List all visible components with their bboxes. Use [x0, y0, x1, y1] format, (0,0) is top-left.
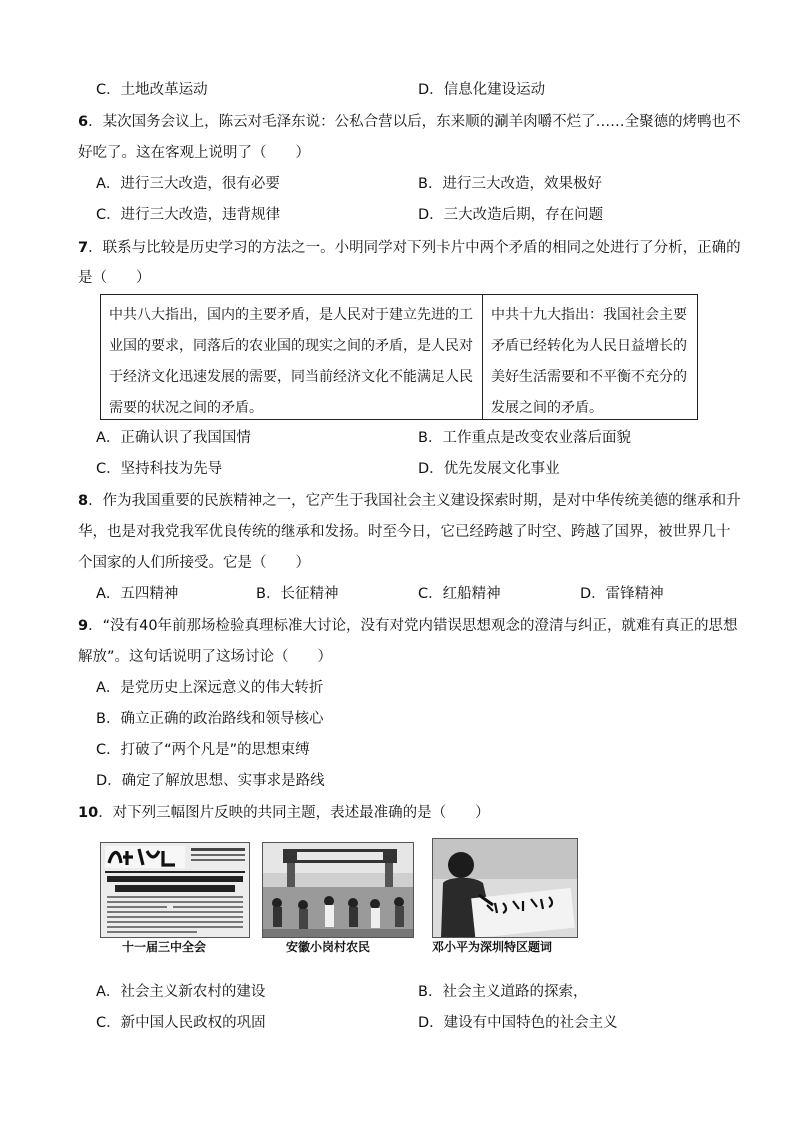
q9-option-d: D．确定了解放思想、实事求是路线: [96, 773, 325, 789]
q8-option-b: B．长征精神: [256, 586, 339, 602]
q6-stem-line1: [78, 112, 741, 132]
q9-option-c: C．打破了“两个凡是”的思想束缚: [96, 742, 310, 758]
q7-number: 7: [78, 240, 89, 256]
q7-option-a: A．正确认识了我国国情: [96, 430, 251, 446]
q6-option-b: B．进行三大改造，效果极好: [418, 176, 602, 192]
q5-option-c: C．土地改革运动: [96, 82, 208, 98]
q7-option-c: C．坚持科技为先导: [96, 461, 223, 477]
q9-stem-line1: [78, 616, 738, 636]
photo-third-plenary-newspaper: [100, 842, 250, 938]
q6-option-a: A．进行三大改造，很有必要: [96, 176, 280, 192]
q8-stem-line3: 个国家的人们所接受。它是（ ）: [78, 555, 310, 571]
q8-stem-line2: 华，也是对我党我军优良传统的继承和发扬。时至今日，它已经跨越了时空、跨越了国界，被世界几十: [78, 524, 731, 540]
q8-stem-line1: [78, 491, 741, 511]
photo-xiaogang-village: [262, 842, 414, 938]
q7-comparison-card: [100, 294, 698, 420]
photo-caption-3: 邓小平为深圳特区题词: [432, 940, 553, 954]
q8-number: 8: [78, 493, 89, 509]
q10-option-b: B．社会主义道路的探索，: [418, 984, 588, 1000]
q8-stem-text1: ．作为我国重要的民族精神之一，它产生于我国社会主义建设探索时期，是对中华传统美德的继承和升: [88, 493, 741, 509]
q8-option-c: C．红船精神: [418, 586, 501, 602]
q5-option-d: D．信息化建设运动: [418, 82, 546, 98]
q10-stem-line1: [78, 803, 490, 823]
q7-option-b: B．工作重点是改变农业落后面貌: [418, 430, 631, 446]
q9-option-b: B．确立正确的政治路线和领导核心: [96, 711, 324, 727]
q6-option-c: C．进行三大改造，违背规律: [96, 207, 281, 223]
q6-stem-line2: 好吃了。这在客观上说明了（ ）: [78, 145, 310, 161]
q7-option-d: D．优先发展文化事业: [418, 461, 560, 477]
newspaper-illustration: [101, 843, 249, 937]
q6-stem-text1: ．某次国务会议上，陈云对毛泽东说：公私合营以后，东来顺的涮羊肉嚼不烂了……全聚德的烤鸭也不: [88, 114, 741, 130]
q10-stem-text1: ．对下列三幅图片反映的共同主题，表述最准确的是（ ）: [98, 805, 490, 821]
q10-option-a: A．社会主义新农村的建设: [96, 984, 266, 1000]
calligraphy-illustration: [433, 839, 577, 937]
q10-number: 10: [78, 805, 99, 821]
q7-stem-line2: 是（ ）: [78, 270, 151, 286]
photo-deng-inscription: [432, 838, 578, 938]
q7-stem-line1: [78, 238, 741, 258]
q9-option-a: A．是党历史上深远意义的伟大转折: [96, 680, 324, 696]
village-gate-illustration: [263, 843, 413, 937]
q9-stem-text1: ．“没有40年前那场检验真理标准大讨论，没有对党内错误思想观念的澄清与纠正，就难有真正的思想: [88, 618, 738, 634]
q10-option-d: D．建设有中国特色的社会主义: [418, 1015, 618, 1031]
q9-number: 9: [78, 618, 89, 634]
photo-caption-2: 安徽小岗村农民: [286, 940, 371, 954]
q9-stem-line2: 解放”。这句话说明了这场讨论（ ）: [78, 649, 333, 665]
card-eighth-congress: 中共八大指出，国内的主要矛盾，是人民对于建立先进的工业国的要求，同落后的农业国的现实之间的矛盾，是人民对于经济文化迅速发展的需要，同当前经济文化不能满足人民需要的状况之间的矛盾。: [101, 295, 483, 419]
q7-stem-text1: ．联系与比较是历史学习的方法之一。小明同学对下列卡片中两个矛盾的相同之处进行了分析，正确的: [88, 240, 741, 256]
q8-option-d: D．雷锋精神: [580, 586, 664, 602]
card-nineteenth-congress: 中共十九大指出：我国社会主要矛盾已经转化为人民日益增长的美好生活需要和不平衡不充分的发展之间的矛盾。: [491, 307, 687, 416]
photo-caption-1: 十一届三中全会: [122, 940, 207, 954]
q8-option-a: A．五四精神: [96, 586, 179, 602]
q10-option-c: C．新中国人民政权的巩固: [96, 1015, 266, 1031]
q6-number: 6: [78, 114, 89, 130]
q6-option-d: D．三大改造后期，存在问题: [418, 207, 604, 223]
